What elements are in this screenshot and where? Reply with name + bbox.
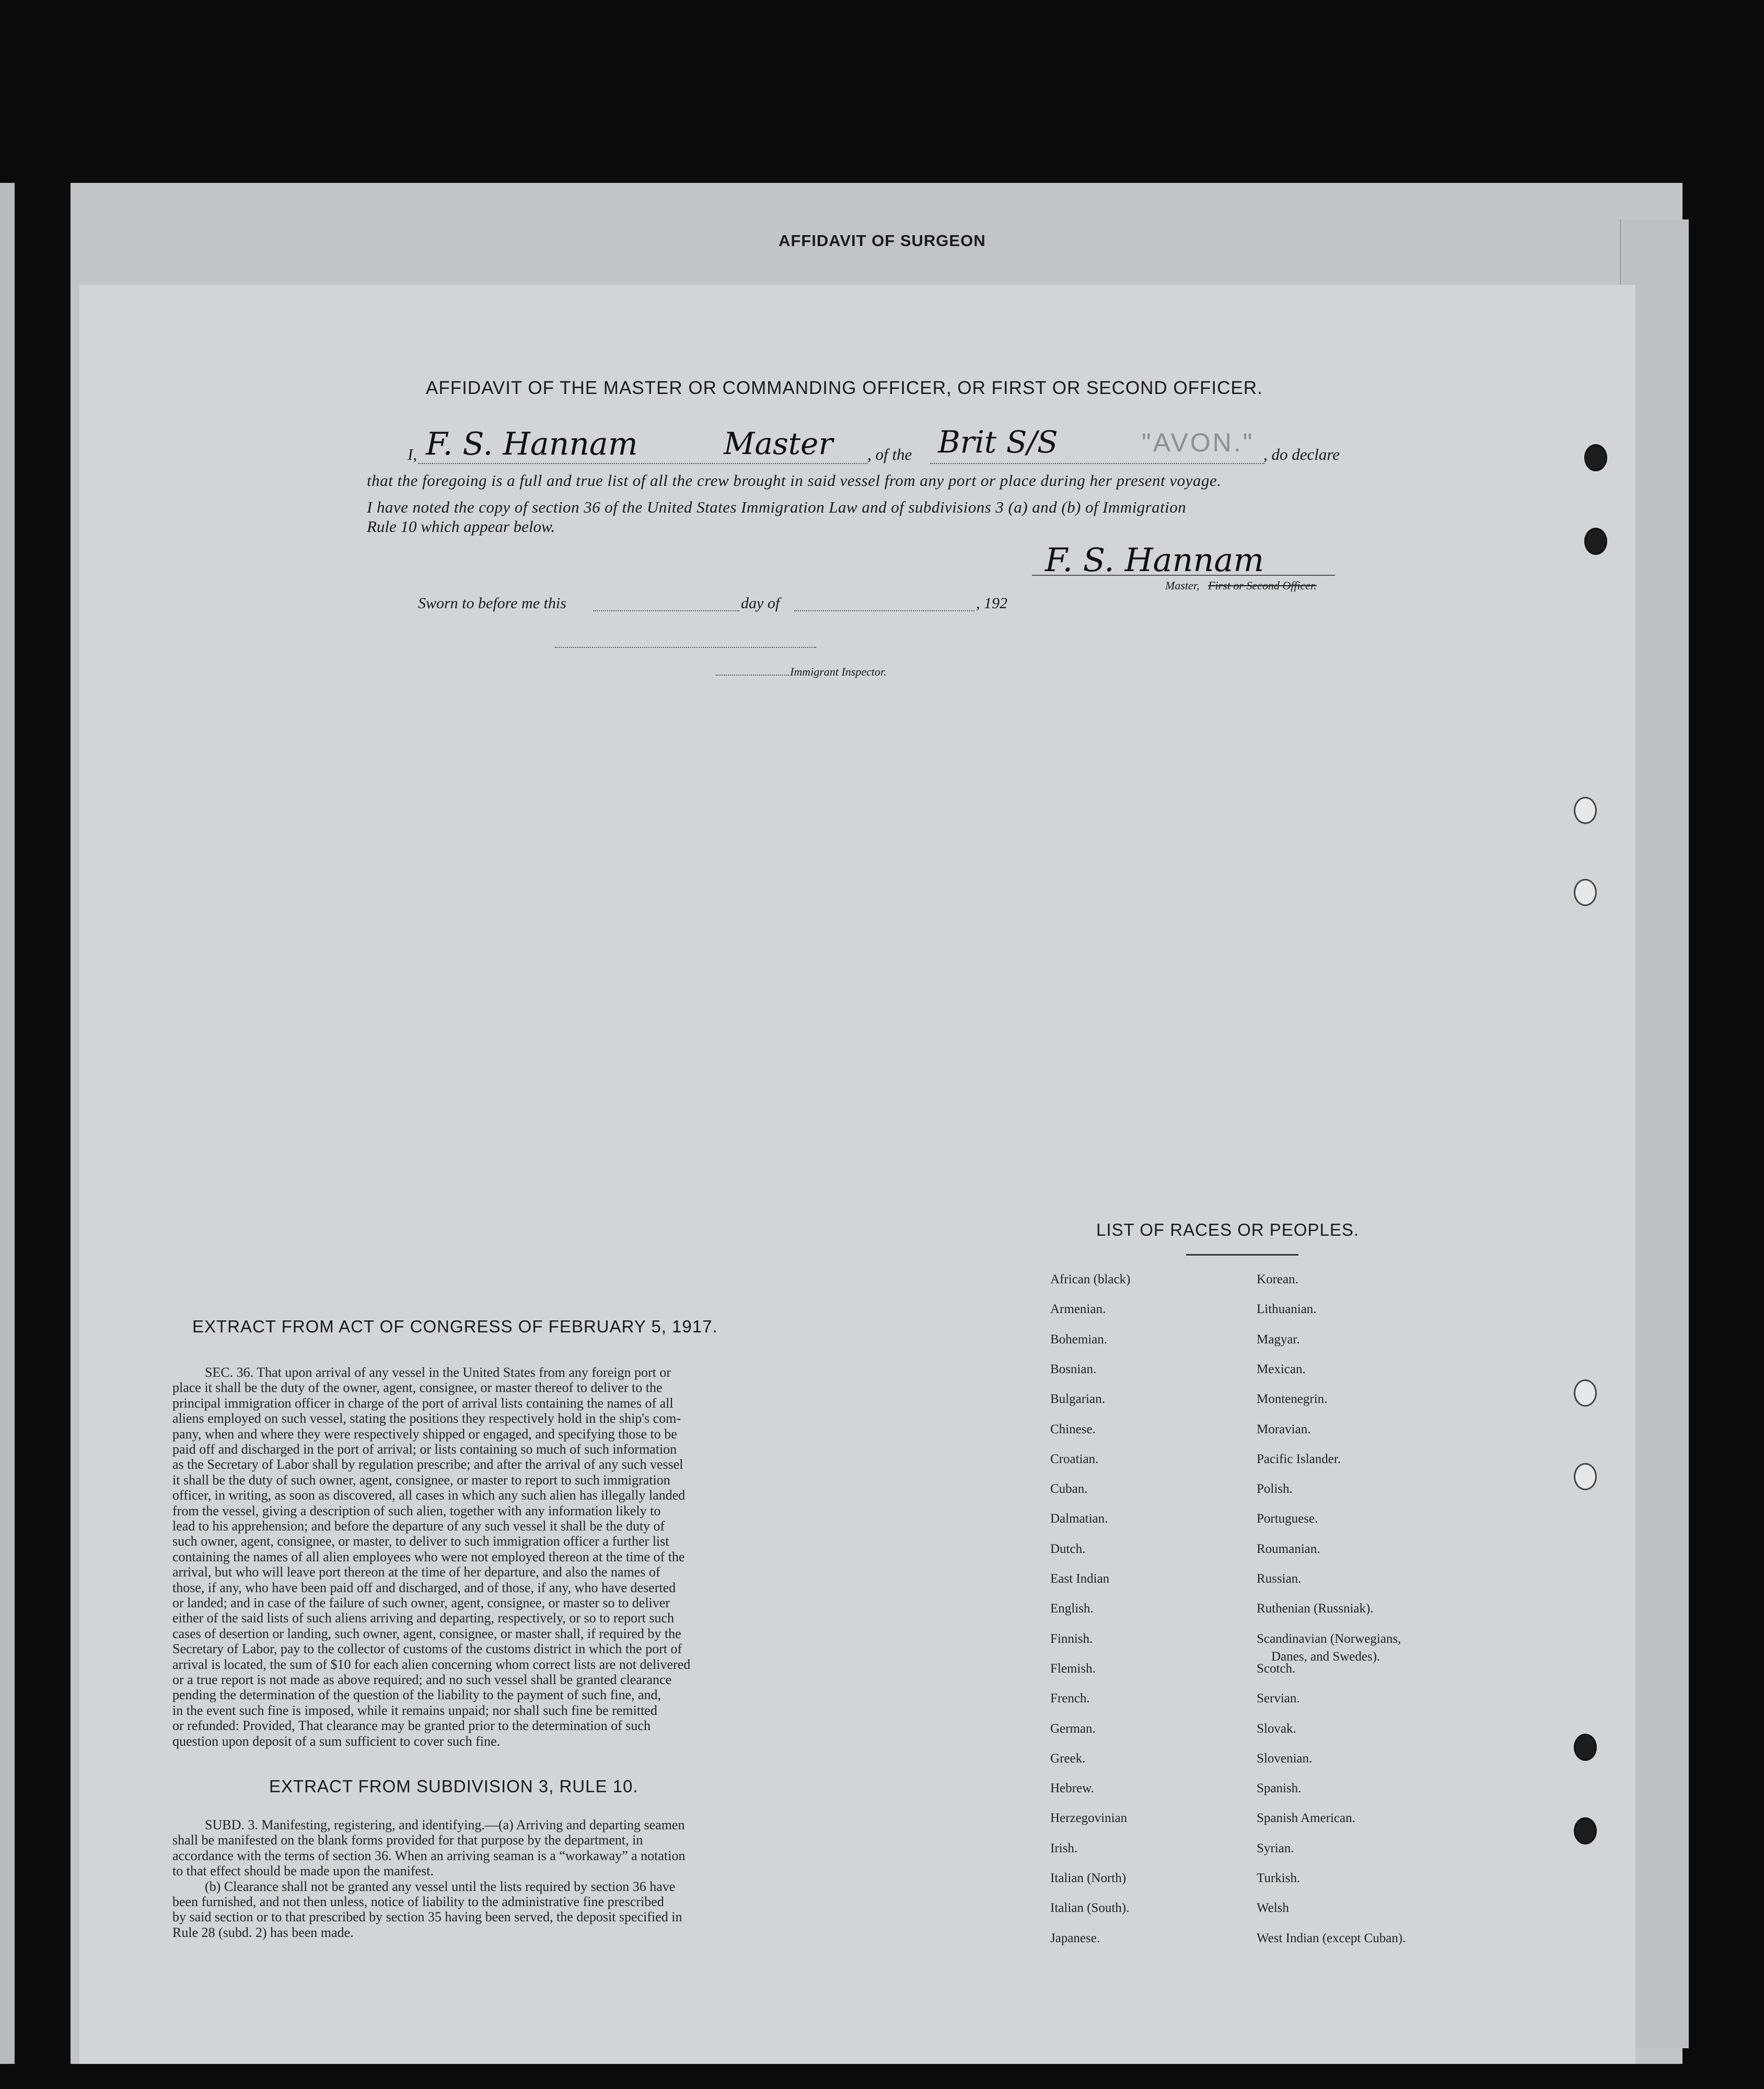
punch-hole [1574, 879, 1597, 906]
text-line: from the vessel, giving a description of such alien, together with any information likely to [172, 1503, 661, 1518]
sworn-date-line [593, 610, 739, 611]
race-item: Greek. [1050, 1751, 1086, 1766]
form-sheet [79, 285, 1635, 2064]
race-item: Roumanian. [1257, 1541, 1320, 1556]
punch-hole [1574, 1379, 1597, 1407]
master-signature: F. S. Hannam [1045, 541, 1264, 579]
sworn-year: , 192 [976, 595, 1007, 612]
race-item: Korean. [1257, 1272, 1298, 1286]
handwritten-vessel-type: Brit S/S [938, 424, 1058, 460]
race-item: Mexican. [1257, 1362, 1306, 1376]
race-item: African (black) [1050, 1272, 1131, 1286]
race-item: Flemish. [1050, 1661, 1096, 1676]
text-line: or refunded: Provided, That clearance may be granted prior to the determination of such [172, 1718, 651, 1734]
race-item: Bulgarian. [1050, 1392, 1105, 1407]
do-declare-label: , do declare [1263, 445, 1340, 463]
race-item: Bosnian. [1050, 1362, 1097, 1376]
inspector-line-1 [555, 647, 816, 648]
text-line: (b) Clearance shall not be granted any vessel until the lists required by section 36 have [205, 1878, 676, 1894]
race-item: Armenian. [1050, 1302, 1106, 1317]
declaration-line-4: Rule 10 which appear below. [367, 517, 555, 536]
race-item: Spanish American. [1257, 1811, 1355, 1826]
text-line: SUBD. 3. Manifesting, registering, and identifying.—(a) Arriving and departing seamen [205, 1817, 685, 1832]
sworn-prefix: Sworn to before me this [418, 595, 566, 612]
race-item: Portuguese. [1257, 1512, 1318, 1526]
race-item: Croatian. [1050, 1452, 1099, 1466]
declaration-line-3: I have noted the copy of section 36 of the United States Immigration Law and of subdivisions 3 (a) and (b) of Immigration [367, 498, 1187, 516]
text-line: place it shall be the duty of the owner, agent, consignee, or master thereof to deliver to the [172, 1380, 663, 1396]
text-line: or landed; and in case of the failure of such owner, agent, consignee, or master so to deliver [172, 1595, 670, 1610]
text-line: to that effect should be made upon the manifest. [172, 1863, 434, 1879]
race-item: Lithuanian. [1257, 1302, 1317, 1317]
race-item: Hebrew. [1050, 1781, 1094, 1796]
race-item: Italian (South). [1050, 1901, 1130, 1916]
inspector-caption: Immigrant Inspector. [790, 665, 887, 678]
race-item-scandinavian-cont: Danes, and Swedes). [1271, 1650, 1380, 1664]
declaration-line-2: that the foregoing is a full and true list of all the crew brought in said vessel from any port or place during her present voyage. [367, 471, 1222, 490]
race-item: Welsh [1257, 1901, 1289, 1916]
race-item: Magyar. [1257, 1332, 1300, 1347]
race-item: Irish. [1050, 1841, 1078, 1855]
race-item: Ruthenian (Russniak). [1257, 1601, 1374, 1616]
punch-hole [1584, 444, 1607, 471]
affidavit-title: AFFIDAVIT OF THE MASTER OR COMMANDING OFFICER, OR FIRST OR SECOND OFFICER. [426, 378, 1263, 398]
text-line: or a true report is not made as above required; and no such vessel shall be granted clearance [172, 1672, 672, 1687]
name-line [418, 463, 867, 464]
text-line: pany, when and where they were respectively shipped or engaged, and specifying those to be [172, 1426, 677, 1442]
declaration-i: I, [408, 445, 417, 463]
text-line: principal immigration officer in charge of the port of arrival lists containing the names of all [172, 1395, 674, 1411]
text-line: aliens employed on such vessel, stating the positions they respectively hold in the ship's com- [172, 1411, 681, 1426]
text-line: Rule 28 (subd. 2) has been made. [172, 1924, 354, 1940]
handwritten-name: F. S. Hannam [426, 426, 638, 462]
race-item: Moravian. [1257, 1422, 1311, 1436]
race-item: Bohemian. [1050, 1332, 1108, 1347]
text-line: it shall be the duty of such owner, agent, consignee, or master to report to such immigration [172, 1472, 670, 1488]
text-line: such owner, agent, consignee, or master, to deliver to such immigration officer a further list [172, 1534, 669, 1549]
rule10-title: EXTRACT FROM SUBDIVISION 3, RULE 10. [269, 1777, 639, 1796]
inspector-line-2 [716, 675, 789, 676]
race-item: Montenegrin. [1257, 1392, 1328, 1407]
punch-hole [1574, 1817, 1597, 1844]
act-title: EXTRACT FROM ACT OF CONGRESS OF FEBRUARY 5, 1917. [192, 1317, 718, 1336]
race-item: Finnish. [1050, 1631, 1093, 1646]
race-item: Chinese. [1050, 1422, 1096, 1436]
text-line: arrival is located, the sum of $10 for each alien concerning whom correct lists are not delivered [172, 1656, 691, 1672]
race-item: Herzegovinian [1050, 1811, 1128, 1826]
punch-hole [1574, 1463, 1597, 1490]
vessel-name-stamp: "AVON." [1142, 428, 1255, 457]
text-line: Secretary of Labor, pay to the collector of customs of the customs district in which the port of [172, 1641, 682, 1657]
text-line: question upon deposit of a sum sufficient to cover such fine. [172, 1733, 501, 1749]
race-item: German. [1050, 1721, 1096, 1736]
sworn-month-line [794, 610, 974, 611]
punch-hole [1584, 528, 1607, 555]
race-item: Polish. [1257, 1482, 1293, 1496]
race-item: Slovak. [1257, 1721, 1296, 1736]
text-line: either of the said lists of such aliens arriving and departing, respectively, or so to report such [172, 1610, 675, 1626]
text-line: containing the names of all alien employees who were not employed thereon at the time of the [172, 1549, 685, 1564]
text-line: those, if any, who have been paid off and discharged, and of those, if any, who have deserted [172, 1580, 676, 1595]
punch-hole [1574, 797, 1597, 824]
race-item: Spanish. [1257, 1781, 1302, 1796]
races-title-rule [1186, 1254, 1298, 1256]
race-item: Syrian. [1257, 1841, 1294, 1855]
text-line: cases of desertion or landing, such owner, agent, consignee, or master shall, if required by the [172, 1626, 681, 1641]
text-line: in the event such fine is imposed, while it remains unpaid; nor shall such fine be remitted [172, 1702, 657, 1718]
text-line: SEC. 36. That upon arrival of any vessel in the United States from any foreign port or [205, 1365, 671, 1380]
text-line: pending the determination of the question of the liability to the payment of such fine, and, [172, 1687, 662, 1703]
text-line: arrival, but who will leave port thereon at the time of her departure, and also the names of [172, 1564, 660, 1580]
race-item: Slovenian. [1257, 1751, 1313, 1766]
text-line: lead to his apprehension; and before the departure of any such vessel it shall be the duty of [172, 1518, 665, 1534]
of-the-label: , of the [867, 445, 912, 463]
race-item: Dalmatian. [1050, 1512, 1108, 1526]
punch-hole [1574, 1734, 1597, 1761]
text-line: paid off and discharged in the port of arrival; or lists containing so much of such information [172, 1442, 677, 1457]
race-item: East Indian [1050, 1572, 1110, 1586]
race-item: Scotch. [1257, 1661, 1296, 1676]
race-item: Japanese. [1050, 1931, 1100, 1945]
vessel-line [930, 463, 1264, 464]
left-page-edge [0, 183, 15, 2064]
race-item: Russian. [1257, 1572, 1302, 1586]
signature-caption-struck: First or Second Officer. [1208, 579, 1317, 592]
race-item: Dutch. [1050, 1541, 1086, 1556]
text-line: shall be manifested on the blank forms provided for that purpose by the department, in [172, 1832, 643, 1848]
text-line: by said section or to that prescribed by section 35 having been served, the deposit specified in [172, 1909, 682, 1925]
signature-caption-master: Master, [1165, 579, 1200, 592]
surgeon-header: AFFIDAVIT OF SURGEON [779, 231, 986, 250]
text-line: accordance with the terms of section 36. When an arriving seaman is a “workaway” a notation [172, 1848, 686, 1863]
handwritten-rank: Master [724, 426, 833, 461]
race-item: Servian. [1257, 1691, 1300, 1706]
signature-line [1032, 575, 1335, 576]
text-line: officer, in writing, as soon as discovered, all cases in which any such alien has illegally landed [172, 1488, 686, 1503]
race-item: English. [1050, 1601, 1094, 1616]
race-item: Turkish. [1257, 1871, 1301, 1885]
race-item: Pacific Islander. [1257, 1452, 1341, 1466]
races-title: LIST OF RACES OR PEOPLES. [1096, 1220, 1360, 1239]
race-item: French. [1050, 1691, 1090, 1706]
text-line: as the Secretary of Labor shall by regulation prescribe; and after the arrival of any such vessel [172, 1457, 683, 1472]
sworn-day-label: day of [741, 595, 780, 612]
race-item: Cuban. [1050, 1482, 1088, 1496]
text-line: been furnished, and not then unless, notice of liability to the administrative fine prescribed [172, 1894, 664, 1909]
race-item: West Indian (except Cuban). [1257, 1931, 1406, 1945]
race-item: Scandinavian (Norwegians, [1257, 1631, 1401, 1646]
race-item: Italian (North) [1050, 1871, 1127, 1885]
